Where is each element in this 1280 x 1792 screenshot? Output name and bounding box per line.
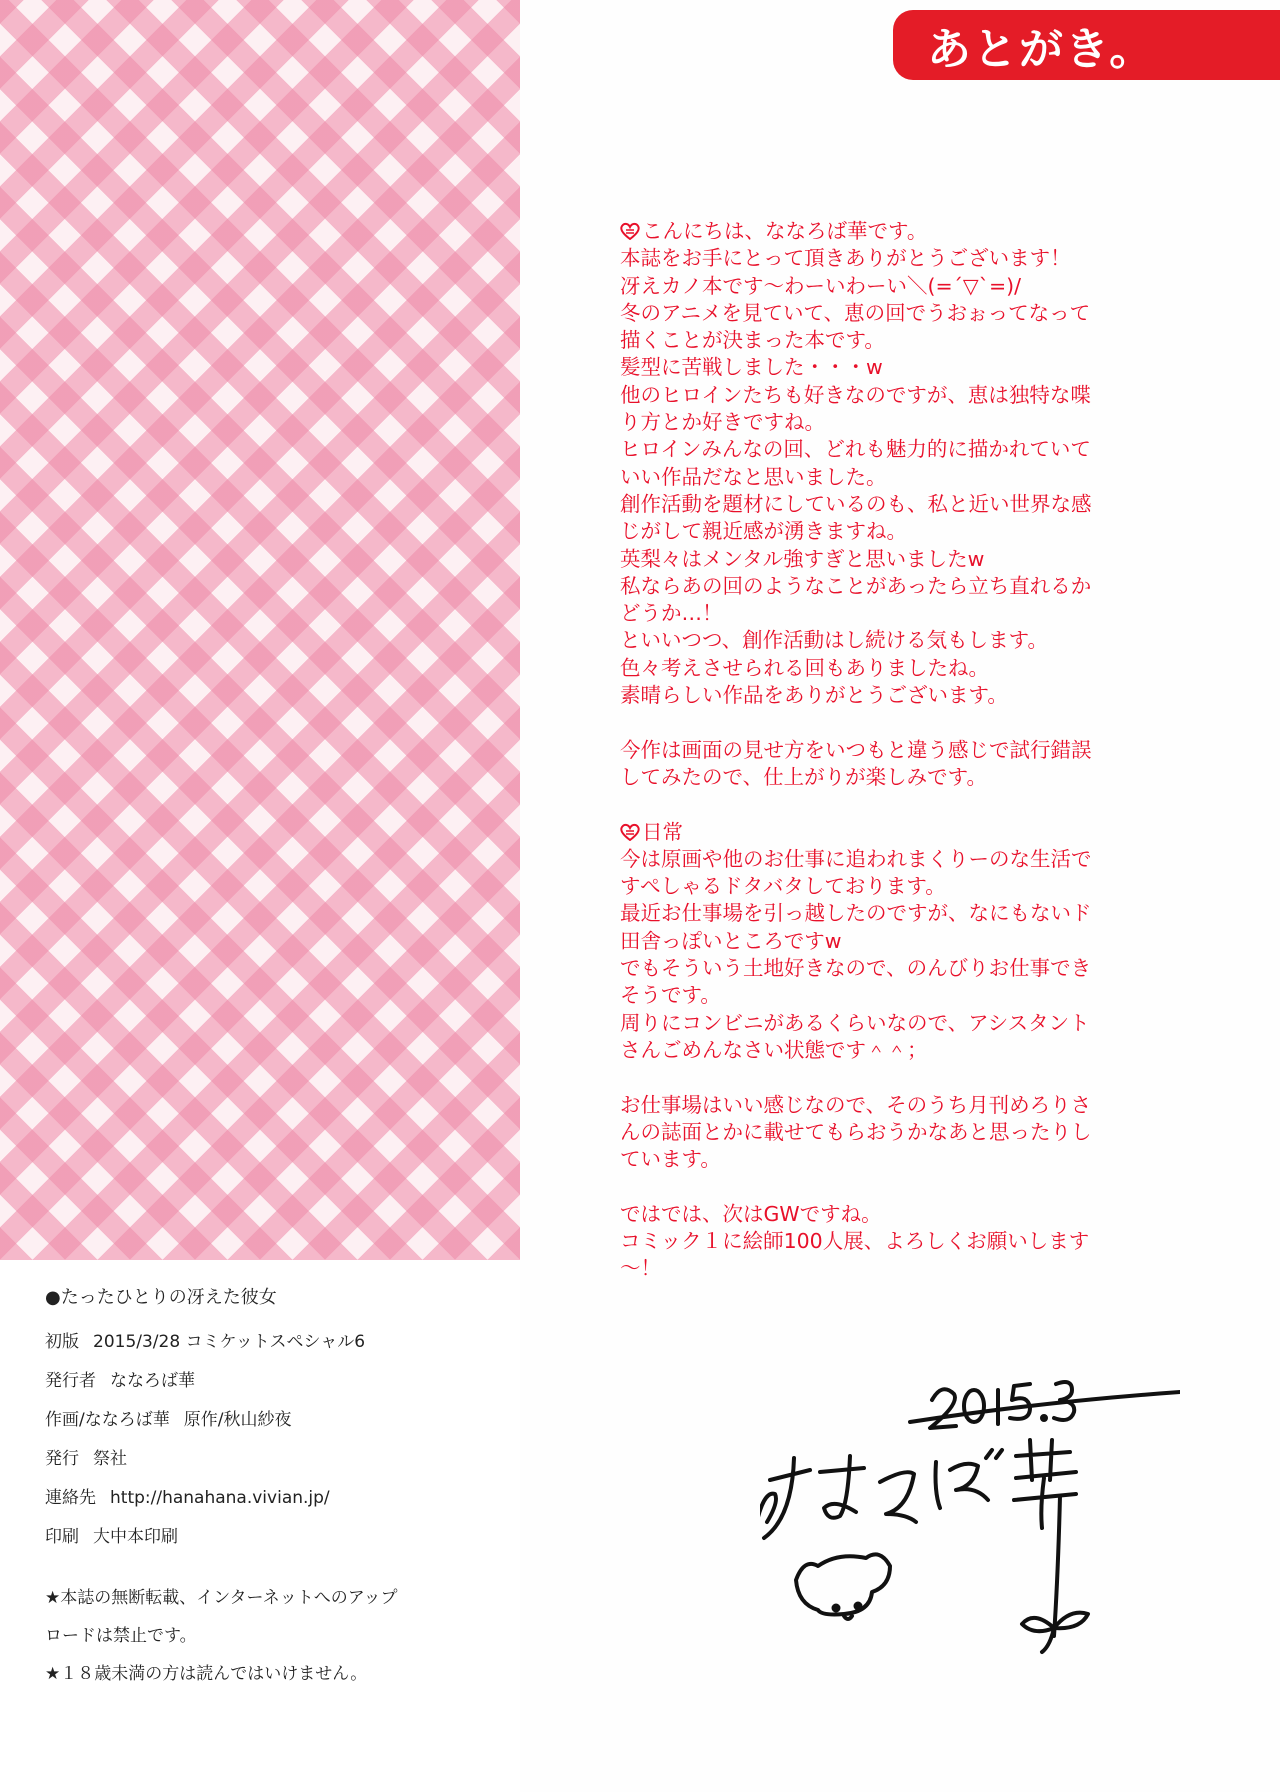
author-signature-drawing (760, 1360, 1180, 1660)
afterword-line-text: 日常 (642, 819, 683, 844)
afterword-line (620, 546, 1190, 573)
afterword-line (620, 273, 1190, 300)
afterword-line-text: 色々考えさせられる回もありましたね。 (620, 655, 989, 680)
afterword-line-text: 周りにコンビニがあるくらいなので、アシスタント (620, 1010, 1090, 1035)
paragraph-gap (620, 791, 1190, 818)
afterword-line (620, 1010, 1190, 1037)
afterword-line-text: 冴えカノ本です～わーいわーい＼(=´▽`=)/ (620, 273, 1022, 298)
afterword-line (620, 491, 1190, 518)
afterword-line (620, 1146, 1190, 1173)
afterword-line (620, 819, 1190, 846)
afterword-line-text: そうです。 (620, 983, 721, 1008)
colophon-row (45, 1362, 505, 1401)
colophon-row (45, 1479, 505, 1518)
colophon-value: ななろば華 (110, 1371, 195, 1391)
colophon-row (45, 1401, 505, 1440)
colophon-label: 連絡先 (45, 1488, 96, 1508)
afterword-line-text: 素晴らしい作品をありがとうございます。 (620, 683, 1008, 708)
afterword-line-text: こんにちは、ななろば華です。 (642, 219, 928, 243)
colophon-block (45, 1283, 505, 1693)
afterword-line-text: ています。 (620, 1147, 721, 1172)
afterword-line (620, 218, 1190, 245)
colophon-note: ★本誌の無断転載、インターネットへのアップ (45, 1588, 398, 1608)
afterword-line (620, 464, 1190, 491)
afterword-line-text: り方とか好きですね。 (620, 410, 825, 435)
afterword-line-text: 髪型に苦戦しました・・・w (620, 355, 883, 380)
paragraph-gap (620, 1064, 1190, 1091)
colophon-label: 発行者 (45, 1371, 96, 1391)
afterword-line-text: ではでは、次はGWですね。 (620, 1201, 882, 1226)
afterword-line-text: 最近お仕事場を引っ越したのですが、なにもないド (620, 901, 1092, 926)
afterword-line-text: お仕事場はいい感じなので、そのうち月刊めろりさ (620, 1092, 1092, 1117)
afterword-line (620, 1201, 1190, 1228)
page-title: あとがき。 (927, 24, 1156, 75)
afterword-line (620, 682, 1190, 709)
colophon-value: http://hanahana.vivian.jp/ (110, 1488, 330, 1508)
afterword-line (620, 300, 1190, 327)
colophon-value: 2015/3/28 コミケットスペシャル6 (93, 1332, 366, 1352)
afterword-line (620, 873, 1190, 900)
afterword-line (620, 982, 1190, 1009)
paragraph-gap (620, 709, 1190, 736)
afterword-line-text: 冬のアニメを見ていて、恵の回でうおぉってなって (620, 300, 1091, 325)
afterword-line (620, 436, 1190, 463)
afterword-line-text: ヒロインみんなの回、どれも魅力的に描かれていて (620, 437, 1091, 462)
afterword-line (620, 764, 1190, 791)
colophon-note: ロードは禁止です。 (45, 1626, 197, 1646)
afterword-line-text: じがして親近感が湧きますね。 (620, 519, 907, 544)
afterword-line (620, 900, 1190, 927)
afterword-line-text: 描くことが決まった本です。 (620, 328, 885, 353)
afterword-line (620, 245, 1190, 272)
afterword-line-text: 英梨々はメンタル強すぎと思いましたw (620, 546, 985, 571)
afterword-line-text: 田舎っぽいところですw (620, 928, 842, 953)
colophon-row (45, 1440, 505, 1479)
heart-icon (620, 823, 640, 841)
afterword-line-text: さんごめんなさい状態です＾＾； (620, 1037, 928, 1062)
afterword-line (620, 1092, 1190, 1119)
afterword-line-text: 今は原画や他のお仕事に追われまくりーのな生活で (620, 846, 1092, 871)
colophon-value: 大中本印刷 (93, 1527, 178, 1547)
colophon-label: 作画/ななろば華 (45, 1410, 170, 1430)
afterword-line (620, 846, 1190, 873)
afterword-line-text: 他のヒロインたちも好きなのですが、恵は独特な喋 (620, 382, 1091, 407)
afterword-line-text: すぺしゃるドタバタしております。 (620, 874, 946, 899)
afterword-line (620, 600, 1190, 627)
colophon-row (45, 1518, 505, 1557)
afterword-line (620, 327, 1190, 354)
afterword-text (620, 218, 1190, 1283)
colophon-rows (45, 1323, 505, 1557)
afterword-line (620, 627, 1190, 654)
afterword-title-banner (893, 10, 1280, 80)
afterword-line (620, 737, 1190, 764)
afterword-line-text: 創作活動を題材にしているのも、私と近い世界な感 (620, 491, 1092, 516)
afterword-line (620, 354, 1190, 381)
colophon-label: 印刷 (45, 1527, 79, 1547)
afterword-line-text: いい作品だなと思いました。 (620, 464, 887, 489)
afterword-line (620, 573, 1190, 600)
afterword-line-text: んの誌面とかに載せてもらおうかなあと思ったりし (620, 1119, 1092, 1144)
afterword-line-text: ～！ (620, 1256, 661, 1281)
afterword-line (620, 955, 1190, 982)
colophon-label: 発行 (45, 1449, 79, 1469)
colophon-notes (45, 1579, 505, 1693)
afterword-line (620, 1228, 1190, 1255)
colophon-row (45, 1323, 505, 1362)
afterword-line-text: といいつつ、創作活動はし続ける気もします。 (620, 628, 1049, 653)
heart-icon (620, 222, 640, 240)
colophon-value: 原作/秋山紗夜 (183, 1410, 292, 1430)
colophon-value: 祭社 (93, 1449, 127, 1469)
afterword-line (620, 1037, 1190, 1064)
afterword-line-text: 私ならあの回のようなことがあったら立ち直れるか (620, 573, 1092, 598)
afterword-line (620, 409, 1190, 436)
afterword-line-text: 本誌をお手にとって頂きありがとうございます！ (620, 246, 1071, 271)
afterword-line-text: 今作は画面の見せ方をいつもと違う感じで試行錯誤 (620, 737, 1092, 762)
afterword-line (620, 655, 1190, 682)
afterword-line-text: でもそういう土地好きなので、のんびりお仕事でき (620, 956, 1092, 981)
afterword-line (620, 1119, 1190, 1146)
afterword-line (620, 382, 1190, 409)
paragraph-gap (620, 1173, 1190, 1200)
afterword-line (620, 1255, 1190, 1282)
gingham-pattern-panel (0, 0, 520, 1260)
book-title: ●たったひとりの冴えた彼女 (45, 1287, 277, 1308)
afterword-line (620, 928, 1190, 955)
afterword-line-text: してみたので、仕上がりが楽しみです。 (620, 764, 987, 789)
colophon-note: ★１８歳未満の方は読んではいけません。 (45, 1664, 368, 1684)
afterword-line-text: コミック１に絵師100人展、よろしくお願いします (620, 1228, 1090, 1253)
afterword-line (620, 518, 1190, 545)
colophon-label: 初版 (45, 1332, 79, 1352)
afterword-line-text: どうか…！ (620, 601, 723, 626)
